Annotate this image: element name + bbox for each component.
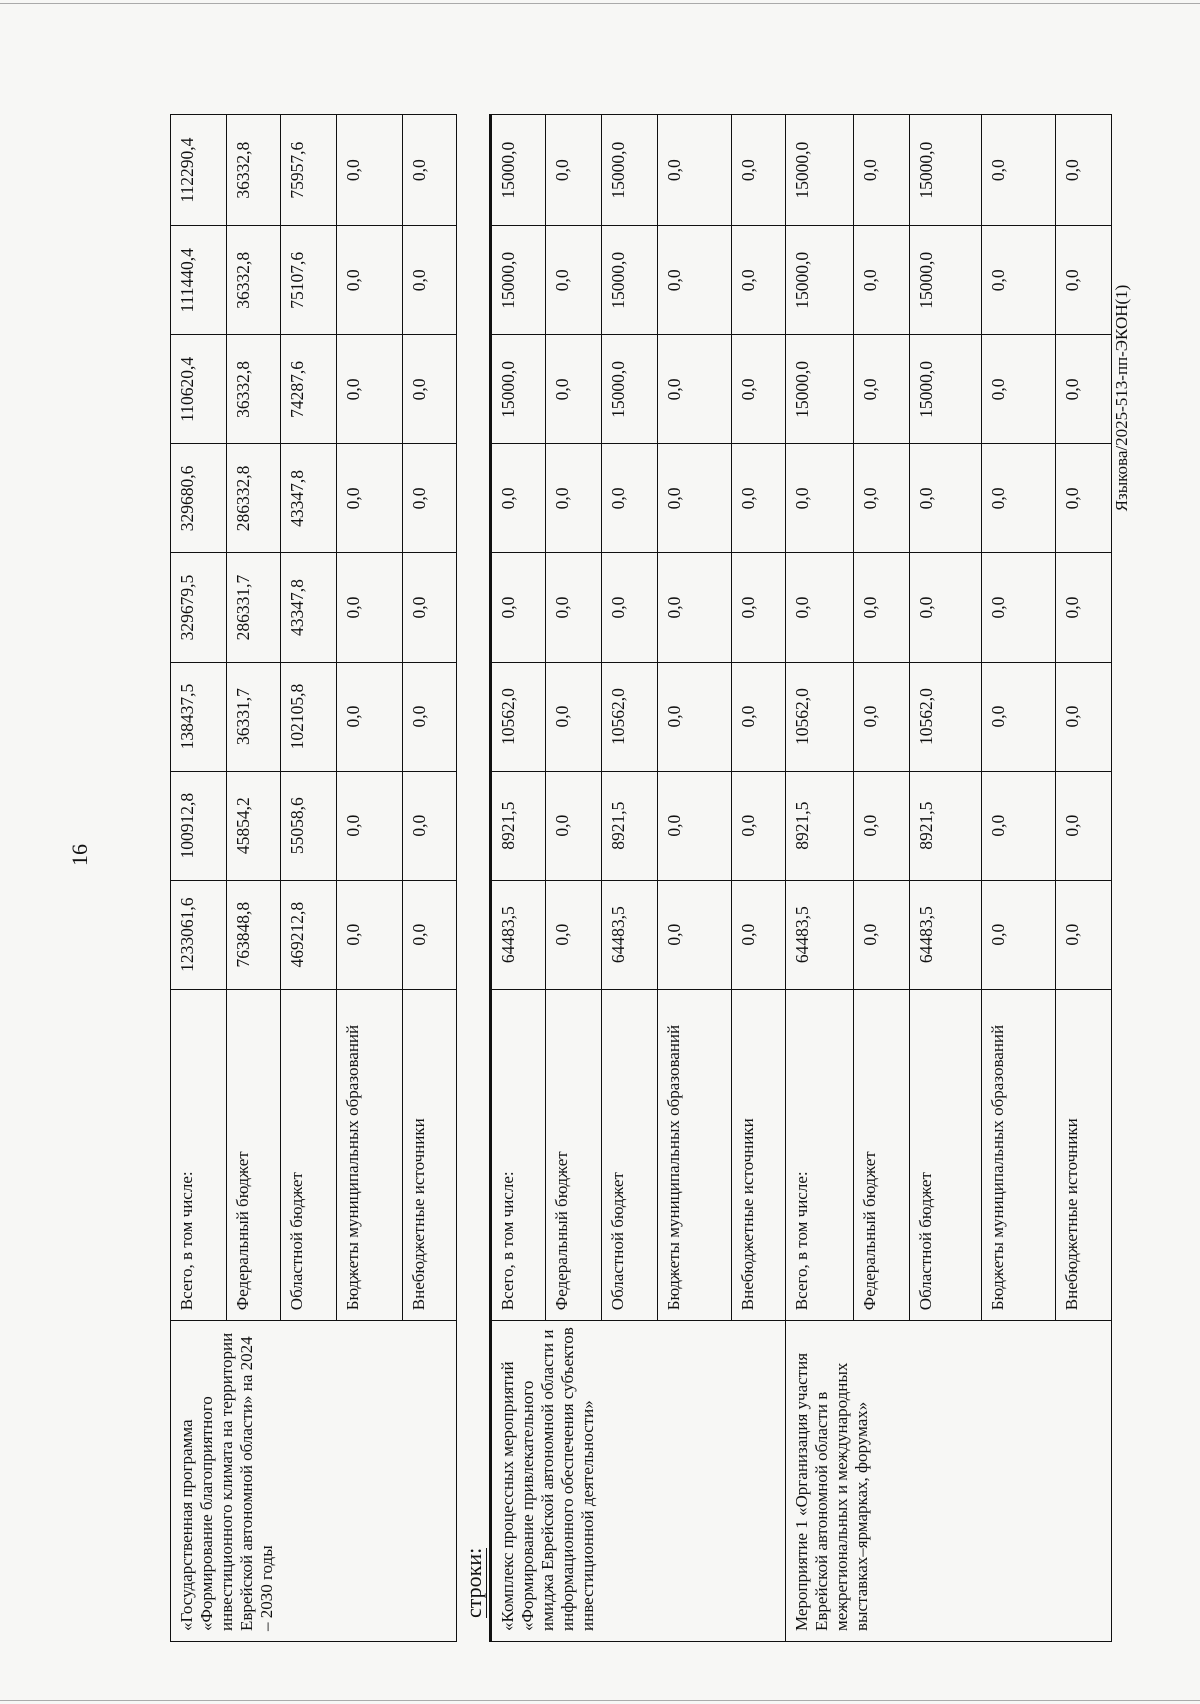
year-value: 111440,4 [171, 226, 227, 335]
table-row [171, 115, 227, 1642]
year-value: 0,0 [403, 771, 457, 880]
year-value: 75957,6 [281, 115, 337, 226]
process-complex-block [492, 115, 786, 1642]
year-value: 0,0 [337, 226, 403, 335]
year-value: 0,0 [337, 444, 403, 553]
year-value: 8921,5 [602, 771, 658, 880]
year-value: 0,0 [403, 335, 457, 444]
year-value: 75107,6 [281, 226, 337, 335]
year-value: 15000,0 [602, 226, 658, 335]
year-value: 0,0 [982, 115, 1056, 226]
year-value: 0,0 [337, 115, 403, 226]
year-value: 0,0 [910, 553, 982, 662]
total-value: 0,0 [337, 880, 403, 989]
year-value: 10562,0 [910, 662, 982, 771]
funding-source: Областной бюджет [281, 989, 337, 1320]
year-value: 15000,0 [602, 115, 658, 226]
year-value: 0,0 [854, 553, 910, 662]
year-value: 0,0 [602, 444, 658, 553]
year-value: 0,0 [546, 444, 602, 553]
year-value: 10562,0 [492, 662, 546, 771]
year-value: 8921,5 [910, 771, 982, 880]
total-value: 1233061,6 [171, 880, 227, 989]
year-value: 0,0 [403, 553, 457, 662]
year-value: 10562,0 [786, 662, 854, 771]
year-value: 15000,0 [492, 335, 546, 444]
funding-source: Федеральный бюджет [854, 989, 910, 1320]
total-value: 0,0 [854, 880, 910, 989]
year-value: 0,0 [658, 335, 732, 444]
year-value: 8921,5 [786, 771, 854, 880]
year-value: 0,0 [546, 226, 602, 335]
year-value: 43347,8 [281, 444, 337, 553]
year-value: 0,0 [546, 115, 602, 226]
scan-edge-top [0, 3, 1200, 4]
total-value: 763848,8 [227, 880, 281, 989]
year-value: 0,0 [546, 553, 602, 662]
year-value: 0,0 [658, 662, 732, 771]
table-row [786, 115, 854, 1642]
year-value: 36332,8 [227, 335, 281, 444]
year-value: 0,0 [1056, 226, 1112, 335]
year-value: 0,0 [403, 226, 457, 335]
year-value: 329680,6 [171, 444, 227, 553]
funding-source: Федеральный бюджет [546, 989, 602, 1320]
year-value: 10562,0 [602, 662, 658, 771]
year-value: 110620,4 [171, 335, 227, 444]
rotated-page-content [170, 114, 1130, 1642]
total-value: 0,0 [982, 880, 1056, 989]
year-value: 0,0 [492, 444, 546, 553]
year-value: 43347,8 [281, 553, 337, 662]
year-value: 0,0 [732, 226, 786, 335]
year-value: 0,0 [982, 335, 1056, 444]
block-title: Мероприятие 1 «Организация участия Еврейской автономной области в межрегиональных и международных выставках–ярмарках, форумах» [786, 1321, 1112, 1642]
year-value: 0,0 [337, 662, 403, 771]
year-value: 0,0 [658, 444, 732, 553]
year-value: 36331,7 [227, 662, 281, 771]
total-value: 0,0 [546, 880, 602, 989]
year-value: 0,0 [658, 115, 732, 226]
year-value: 0,0 [1056, 771, 1112, 880]
year-value: 0,0 [1056, 553, 1112, 662]
year-value: 0,0 [658, 553, 732, 662]
year-value: 0,0 [910, 444, 982, 553]
funding-source: Областной бюджет [602, 989, 658, 1320]
block-title: «Государственная программа «Формирование благоприятного инвестиционного климата на территории Еврейской автономной области» на 2024 – 2030 годы [171, 1321, 457, 1642]
year-value: 329679,5 [171, 553, 227, 662]
block-title: «Комплекс процессных мероприятий «Формирование привлекательного имиджа Еврейской автономной области и информационного обеспечения субъектов инвестиционной деятельности» [492, 1321, 786, 1642]
measure-1-block [786, 115, 1112, 1642]
year-value: 0,0 [982, 444, 1056, 553]
year-value: 0,0 [732, 335, 786, 444]
year-value: 8921,5 [492, 771, 546, 880]
total-value: 0,0 [658, 880, 732, 989]
year-value: 15000,0 [492, 115, 546, 226]
year-value: 0,0 [982, 771, 1056, 880]
year-value: 0,0 [854, 771, 910, 880]
section-rule [489, 114, 491, 1642]
year-value: 0,0 [854, 335, 910, 444]
year-value: 0,0 [602, 553, 658, 662]
total-value: 64483,5 [602, 880, 658, 989]
year-value: 0,0 [732, 771, 786, 880]
section-caption [457, 114, 491, 1642]
year-value: 0,0 [982, 553, 1056, 662]
year-value: 112290,4 [171, 115, 227, 226]
year-value: 15000,0 [910, 226, 982, 335]
funding-source: Внебюджетные источники [732, 989, 786, 1320]
funding-source: Всего, в том числе: [492, 989, 546, 1320]
year-value: 74287,6 [281, 335, 337, 444]
year-value: 0,0 [1056, 444, 1112, 553]
total-value: 64483,5 [910, 880, 982, 989]
page-number: 16 [67, 844, 92, 866]
year-value: 15000,0 [602, 335, 658, 444]
year-value: 138437,5 [171, 662, 227, 771]
budget-table-main [170, 114, 457, 1642]
year-value: 0,0 [786, 444, 854, 553]
year-value: 0,0 [854, 115, 910, 226]
total-value: 0,0 [732, 880, 786, 989]
year-value: 0,0 [1056, 335, 1112, 444]
scan-edge-bottom [0, 1700, 1200, 1701]
funding-source: Внебюджетные источники [403, 989, 457, 1320]
year-value: 0,0 [854, 226, 910, 335]
year-value: 0,0 [732, 444, 786, 553]
year-value: 0,0 [982, 226, 1056, 335]
funding-source: Бюджеты муниципальных образований [982, 989, 1056, 1320]
funding-source: Внебюджетные источники [1056, 989, 1112, 1320]
year-value: 36332,8 [227, 226, 281, 335]
year-value: 0,0 [492, 553, 546, 662]
year-value: 0,0 [732, 662, 786, 771]
total-value: 0,0 [1056, 880, 1112, 989]
year-value: 0,0 [546, 662, 602, 771]
program-block [171, 115, 457, 1642]
section-caption-text: строки: [461, 1547, 486, 1618]
year-value: 286331,7 [227, 553, 281, 662]
year-value: 0,0 [786, 553, 854, 662]
total-value: 64483,5 [786, 880, 854, 989]
year-value: 0,0 [732, 553, 786, 662]
year-value: 0,0 [1056, 662, 1112, 771]
year-value: 0,0 [658, 226, 732, 335]
year-value: 0,0 [732, 115, 786, 226]
total-value: 0,0 [403, 880, 457, 989]
year-value: 15000,0 [492, 226, 546, 335]
year-value: 0,0 [337, 771, 403, 880]
year-value: 15000,0 [910, 115, 982, 226]
year-value: 15000,0 [786, 226, 854, 335]
year-value: 15000,0 [786, 115, 854, 226]
year-value: 0,0 [854, 444, 910, 553]
year-value: 36332,8 [227, 115, 281, 226]
year-value: 0,0 [403, 115, 457, 226]
year-value: 102105,8 [281, 662, 337, 771]
year-value: 15000,0 [910, 335, 982, 444]
year-value: 45854,2 [227, 771, 281, 880]
budget-table-events [491, 114, 1112, 1642]
funding-source: Федеральный бюджет [227, 989, 281, 1320]
year-value: 0,0 [982, 662, 1056, 771]
funding-source: Областной бюджет [910, 989, 982, 1320]
funding-source: Бюджеты муниципальных образований [337, 989, 403, 1320]
funding-source: Бюджеты муниципальных образований [658, 989, 732, 1320]
year-value: 0,0 [337, 335, 403, 444]
total-value: 469212,8 [281, 880, 337, 989]
year-value: 0,0 [337, 553, 403, 662]
total-value: 64483,5 [492, 880, 546, 989]
year-value: 0,0 [546, 335, 602, 444]
year-value: 0,0 [854, 662, 910, 771]
year-value: 55058,6 [281, 771, 337, 880]
year-value: 0,0 [403, 662, 457, 771]
year-value: 15000,0 [786, 335, 854, 444]
year-value: 0,0 [658, 771, 732, 880]
year-value: 0,0 [1056, 115, 1112, 226]
year-value: 286332,8 [227, 444, 281, 553]
year-value: 100912,8 [171, 771, 227, 880]
footer-code: Языкова/2025-513-пп-ЭКОН(1) [1112, 284, 1131, 512]
funding-source: Всего, в том числе: [786, 989, 854, 1320]
table-row [492, 115, 546, 1642]
year-value: 0,0 [403, 444, 457, 553]
year-value: 0,0 [546, 771, 602, 880]
funding-source: Всего, в том числе: [171, 989, 227, 1320]
